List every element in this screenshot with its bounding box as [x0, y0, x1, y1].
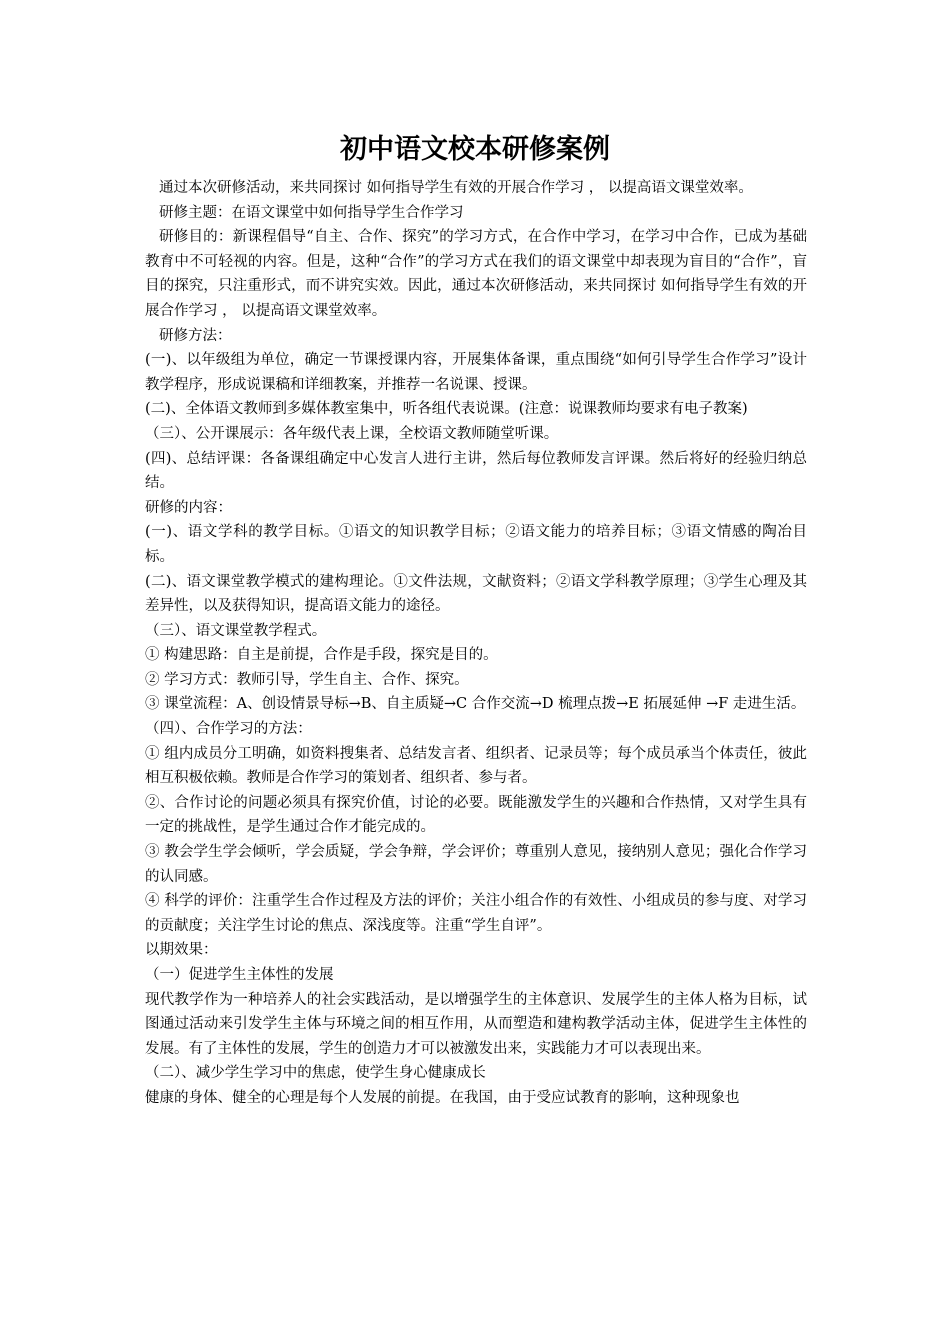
paragraph: ②、合作讨论的问题必须具有探究价值，讨论的必要。既能激发学生的兴趣和合作热情，又对学生具有一定的挑战性，是学生通过合作才能完成的。 [145, 794, 807, 836]
paragraph: ③ 教会学生学会倾听，学会质疑，学会争辩，学会评价；尊重别人意见，接纳别人意见；强化合作学习的认同感。 [145, 844, 807, 885]
paragraph: （四）、合作学习的方法： [145, 721, 312, 738]
paragraph: 研修目的：新课程倡导“自主、合作、探究”的学习方式，在合作中学习，在学习中合作，已成为基础教育中不可轻视的内容。但是，这种“合作”的学习方式在我们的语文课堂中却表现为盲目的“合作”，盲目的探究，只注重形式，而不讲究实效。因此，通过本次研修活动，来共同探讨 如何指导学生有效的开展合作学习 ， 以提高语文课堂效率。 [145, 229, 807, 319]
paragraph: （一）促进学生主体性的发展 [145, 967, 334, 983]
paragraph: （三）、语文课堂教学程式。 [145, 622, 327, 639]
paragraph: 研修主题：在语文课堂中如何指导学生合作学习 [159, 204, 464, 221]
paragraph: 以期效果： [145, 942, 218, 959]
paragraph: (一)、语文学科的教学目标。①语文的知识教学目标；②语文能力的培养目标；③语文情感的陶冶目标。 [145, 524, 807, 565]
paragraph: 健康的身体、健全的心理是每个人发展的前提。在我国，由于受应试教育的影响，这种现象也 [145, 1089, 740, 1106]
paragraph: ④ 科学的评价：注重学生合作过程及方法的评价；关注小组合作的有效性、小组成员的参与度、对学习的贡献度；关注学生讨论的焦点、深浅度等。注重“学生自评”。 [145, 893, 807, 934]
paragraph: ① 构建思路：自主是前提，合作是手段，探究是目的。 [145, 647, 498, 664]
paragraph: (四)、总结评课：各备课组确定中心发言人进行主讲，然后每位教师发言评课。然后将好的经验归纳总结。 [145, 450, 807, 492]
paragraph: （二）、减少学生学习中的焦虑，使学生身心健康成长 [145, 1065, 486, 1082]
paragraph: ① 组内成员分工明确，如资料搜集者、总结发言者、组织者、记录员等；每个成员承当个体责任，彼此相互积极依赖。教师是合作学习的策划者、组织者、参与者。 [145, 745, 807, 787]
document-body [145, 176, 807, 1111]
paragraph: (一)、以年级组为单位，确定一节课授课内容，开展集体备课，重点围绕“如何引导学生合作学习”设计教学程序，形成说课稿和详细教案，并推荐一名说课、授课。 [145, 352, 807, 393]
paragraph: ③ 课堂流程：A、创设情景导标→B、自主质疑→C 合作交流→D 梳理点拨→E 拓展延伸 →F 走进生活。 [145, 696, 806, 713]
paragraph: （三）、公开课展示：各年级代表上课，全校语文教师随堂听课。 [145, 425, 559, 442]
document-title: 初中语文校本研修案例 [340, 134, 610, 165]
paragraph: ② 学习方式：教师引导，学生自主、合作、探究。 [145, 671, 469, 688]
paragraph: 研修的内容： [145, 499, 232, 516]
paragraph: 研修方法： [159, 327, 232, 344]
paragraph: (二)、语文课堂教学模式的建构理论。①文件法规，文献资料；②语文学科教学原理；③学生心理及其差异性，以及获得知识，提高语文能力的途径。 [145, 573, 807, 615]
paragraph: (二)、全体语文教师到多媒体教室集中，听各组代表说课。(注意：说课教师均要求有电子教案) [145, 401, 748, 418]
paragraph: 通过本次研修活动，来共同探讨 如何指导学生有效的开展合作学习 ， 以提高语文课堂效率。 [159, 180, 753, 196]
paragraph: 现代教学作为一种培养人的社会实践活动，是以增强学生的主体意识、发展学生的主体人格为目标，试图通过活动来引发学生主体与环境之间的相互作用，从而塑造和建构教学活动主体，促进学生主体性的发展。有了主体性的发展，学生的创造力才可以被激发出来，实践能力才可以表现出来。 [145, 991, 807, 1057]
